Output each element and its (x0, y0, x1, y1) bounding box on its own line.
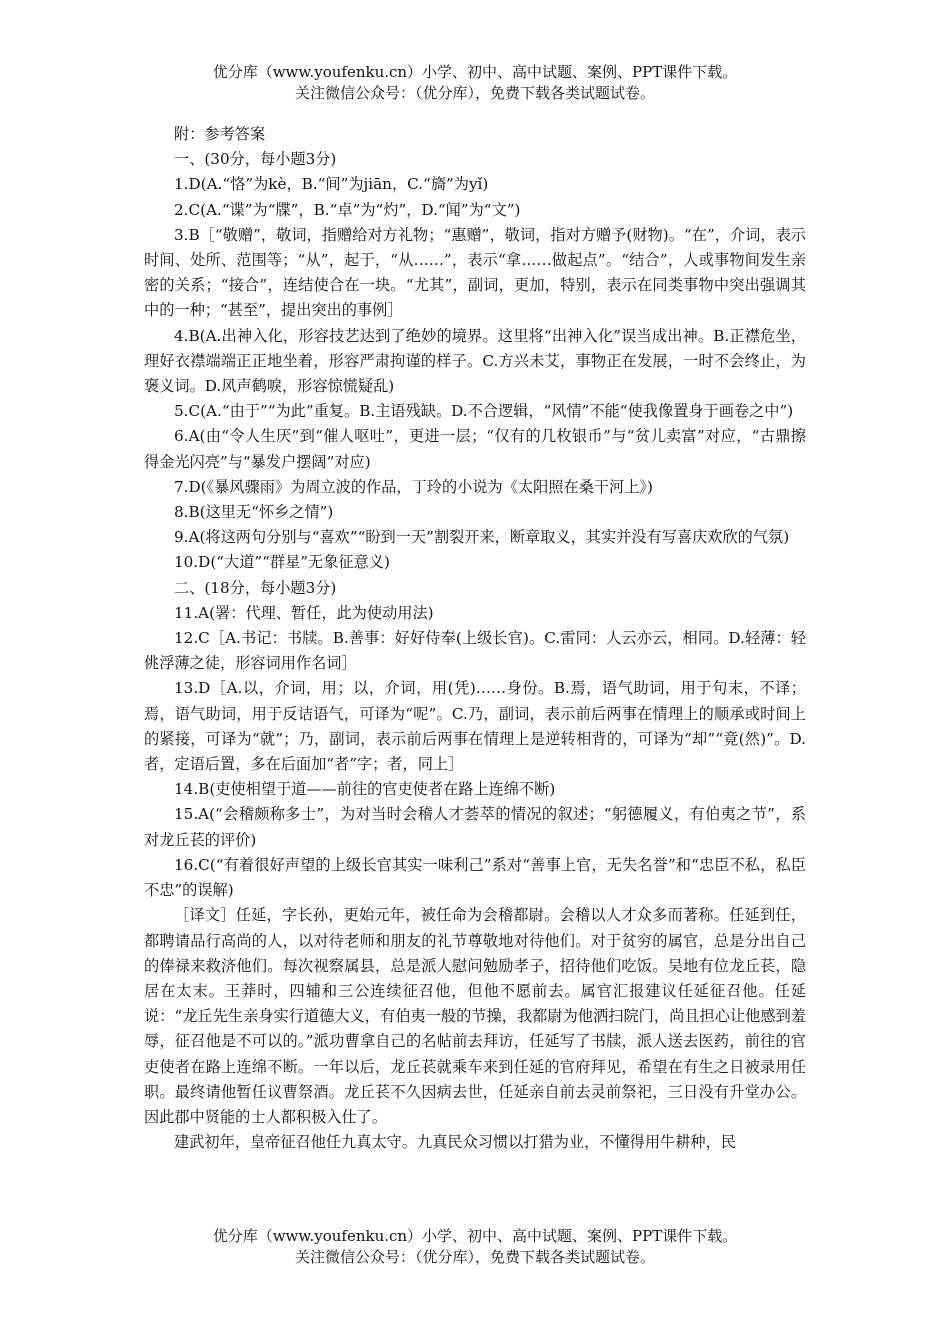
paragraph-translation-continued: 建武初年，皇帝征召他任九真太守。九真民众习惯以打猎为业，不懂得用牛耕种，民 (174, 1133, 736, 1152)
paragraph-q8: 8.B(这里无“怀乡之情”) (174, 503, 334, 522)
paragraph-q13: 13.D［A.以，介词，用；以，介词，用(凭)……身份。B.焉，语气助词，用于句末，不译；焉，语气助词，用于反诘语气，可译为“呢”。C.乃，副词，表示前后两事在情理上的顺承或时间上的紧接，可译为“就”；乃，副词，表示前后两事在情理上是逆转相背的，可译为“却”“竟(然)”。D.者，定语后置，多在后面加“者”字；者，同上］ (144, 679, 806, 774)
paragraph-q10: 10.D(“大道”“群星”无象征意义) (174, 553, 390, 572)
paragraph-q2: 2.C(A.“谍”为“牒”，B.“卓”为“灼”，D.“闻”为“文”) (174, 200, 521, 219)
paragraph-q5: 5.C(A.“由于”“为此”重复。B.主语残缺。D.不合逻辑，“风情”不能“使我像置身于画卷之中”) (174, 402, 794, 421)
paragraph-q11: 11.A(署：代理、暂任，此为使动用法) (174, 603, 434, 622)
footer-line-2: 关注微信公众号：（优分库），免费下载各类试题试卷。 (294, 1248, 655, 1266)
paragraph-q16: 16.C(“有着很好声望的上级长官其实一味利己”系对“善事上官，无失名誉”和“忠臣不私，私臣不忠”的误解) (144, 855, 806, 900)
answer-content (144, 122, 806, 1155)
page-header (0, 62, 950, 104)
paragraph-q1: 1.D(A.“恪”为kè，B.“间”为jiān，C.“旖”为yǐ) (174, 175, 489, 194)
footer-line-1: 优分库（www.youfenku.cn）小学、初中、高中试题、案例、PPT课件下载。 (212, 1227, 738, 1245)
paragraph-q4: 4.B(A.出神入化，形容技艺达到了绝妙的境界。这里将“出神入化”误当成出神。B.正襟危坐，理好衣襟端端正正地坐着，形容严肃拘谨的样子。C.方兴未艾，事物正在发展，一时不会终止，为褒义词。D.风声鹤唳，形容惊慌疑乱) (144, 326, 806, 396)
paragraph-section-1: 一、(30分，每小题3分) (174, 150, 337, 169)
page-footer (0, 1226, 950, 1268)
paragraph-appendix-title: 附：参考答案 (174, 125, 266, 143)
paragraph-q14: 14.B(吏使相望于道——前往的官吏使者在路上连绵不断) (174, 780, 556, 799)
paragraph-section-2: 二、(18分，每小题3分) (174, 578, 337, 597)
paragraph-q6: 6.A(由“令人生厌”到“催人呕吐”，更进一层；“仅有的几枚银币”与“贫儿卖富”对应，“古鼎擦得金光闪亮”与“暴发户摆阔”对应) (144, 427, 806, 471)
paragraph-q7: 7.D(《暴风骤雨》为周立波的作品，丁玲的小说为《太阳照在桑干河上》) (174, 477, 653, 496)
header-line-2: 关注微信公众号：（优分库），免费下载各类试题试卷。 (294, 84, 655, 102)
paragraph-translation: ［译文］任延，字长孙，更始元年，被任命为会稽都尉。会稽以人才众多而著称。任延到任，都聘请品行高尚的人，以对待老师和朋友的礼节尊敬地对待他们。对于贫穷的属官，总是分出自己的俸禄来救济他们。每次视察属县，总是派人慰问勉励孝子，招待他们吃饭。吴地有位龙丘苌，隐居在太末。王莽时，四辅和三公连续征召他，但他不愿前去。属官汇报建议任延征召他。任延说：“龙丘先生亲身实行道德大义，有伯夷一般的节操，我都尉为他洒扫院门，尚且担心让他感到羞辱，征召他是不可以的。”派功曹拿自己的名帖前去拜访，任延写了书牍，派人送去医药，前往的官吏使者在路上连绵不断。一年以后，龙丘苌就乘车来到任延的官府拜见，希望在有生之日被录用任职。最终请他暂任议曹祭酒。龙丘苌不久因病去世，任延亲自前去灵前祭祀，三日没有升堂办公。因此郡中贤能的士人都积极入仕了。 (144, 906, 806, 1126)
paragraph-q15: 15.A(“会稽颇称多士”，为对当时会稽人才荟萃的情况的叙述；“躬德履义，有伯夷之节”，系对龙丘苌的评价) (144, 805, 806, 849)
paragraph-q3: 3.B［“敬赠”，敬词，指赠给对方礼物；“惠赠”，敬词，指对方赠予(财物)。“在”，介词，表示时间、处所、范围等；“从”，起于，“从……”，表示“拿……做起点”。“结合”，人或事物间发生亲密的关系；“接合”，连结使合在一块。“尤其”，副词，更加，特别，表示在同类事物中突出强调其中的一种；“甚至”，提出突出的事例］ (144, 225, 806, 320)
paragraph-q12: 12.C［A.书记：书牍。B.善事：好好侍奉(上级长官)。C.雷同：人云亦云，相同。D.轻薄：轻佻浮薄之徒，形容词用作名词］ (144, 629, 806, 673)
paragraph-q9: 9.A(将这两句分别与“喜欢”“盼到一天”割裂开来，断章取义，其实并没有写喜庆欢欣的气氛) (174, 528, 790, 547)
header-line-1: 优分库（www.youfenku.cn）小学、初中、高中试题、案例、PPT课件下载。 (212, 63, 738, 81)
